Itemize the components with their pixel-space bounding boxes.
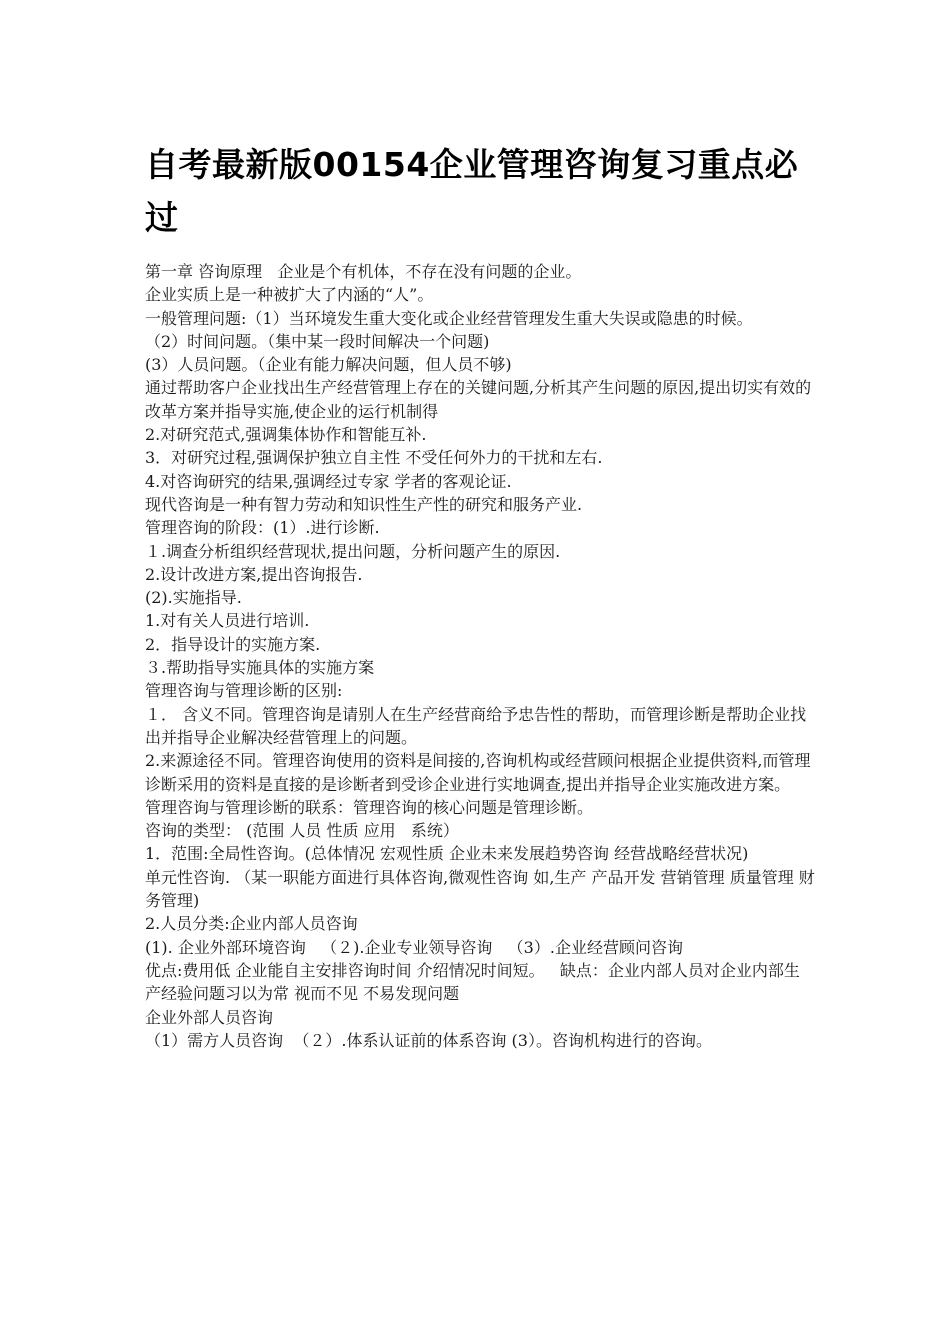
text-line: （2）时间问题。（集中某一段时间解决一个问题) — [145, 331, 490, 351]
document-body — [145, 260, 815, 1052]
text-line: １.调查分析组织经营现状,提出问题，分析问题产生的原因. — [145, 541, 561, 561]
text-line: （1）需方人员咨询 （２）.体系认证前的体系咨询 (3）。咨询机构进行的咨询。 — [145, 1030, 712, 1050]
text-line: 3．对研究过程,强调保护独立自主性 不受任何外力的干扰和左右. — [145, 448, 603, 468]
text-line: 2.对研究范式,强调集体协作和智能互补. — [145, 425, 427, 445]
text-line: 2.来源途径不同。管理咨询使用的资料是间接的,咨询机构或经营顾问根据企业提供资料,而管理诊断采用的资料是直接的是诊断者到受诊企业进行实地调查,提出并指导企业实施改进方案。 — [145, 751, 811, 794]
text-line: 第一章 咨询原理 企业是个有机体，不存在没有问题的企业。 — [145, 262, 582, 281]
text-line: ３.帮助指导实施具体的实施方案 — [145, 658, 375, 678]
text-line: (3）人员问题。（企业有能力解决问题，但人员不够) — [145, 355, 512, 375]
document-page — [145, 0, 815, 1052]
text-line: 企业外部人员咨询 — [145, 1007, 274, 1027]
text-line: 管理咨询与管理诊断的区别: — [145, 681, 343, 701]
text-line: 单元性咨询. （某一职能方面进行具体咨询,微观性咨询 如,生产 产品开发 营销管理 质量管理 财务管理) — [145, 867, 815, 911]
text-line: 管理咨询与管理诊断的联系：管理咨询的核心问题是管理诊断。 — [145, 797, 594, 817]
text-line: 4.对咨询研究的结果,强调经过专家 学者的客观论证. — [145, 471, 512, 491]
document-title: 自考最新版00154企业管理咨询复习重点必过 — [145, 145, 799, 237]
text-line: 优点:费用低 企业能自主安排咨询时间 介绍情况时间短。 缺点：企业内部人员对企业内部生产经验问题习以为常 视而不见 不易发现问题 — [145, 960, 800, 1004]
text-line: 1．范围:全局性咨询。(总体情况 宏观性质 企业未来发展趋势咨询 经营战略经营状况) — [145, 844, 749, 864]
text-line: 管理咨询的阶段：(1）.进行诊断. — [145, 518, 380, 538]
text-line: 咨询的类型： (范围 人员 性质 应用 系统） — [145, 821, 459, 841]
text-line: (1). 企业外部环境咨询 （２).企业专业领导咨询 （3）.企业经营顾问咨询 — [145, 937, 683, 957]
text-line: 2.设计改进方案,提出咨询报告. — [145, 564, 363, 584]
text-line: 通过帮助客户企业找出生产经营管理上存在的关键问题,分析其产生问题的原因,提出切实有效的改革方案并指导实施,使企业的运行机制得 — [145, 378, 812, 421]
text-line: 一般管理问题:（1）当环境发生重大变化或企业经营管理发生重大失误或隐患的时候。 — [145, 308, 753, 328]
text-line: (2).实施指导. — [145, 588, 242, 608]
text-line: 现代咨询是一种有智力劳动和知识性生产性的研究和服务产业. — [145, 494, 583, 514]
text-line: １． 含义不同。管理咨询是请别人在生产经营商给予忠告性的帮助，而管理诊断是帮助企业找出并指导企业解决经营管理上的问题。 — [145, 704, 807, 747]
text-line: 1.对有关人员进行培训. — [145, 611, 310, 631]
text-line: 2.人员分类:企业内部人员咨询 — [145, 914, 358, 934]
text-line: 2．指导设计的实施方案. — [145, 634, 321, 654]
text-line: 企业实质上是一种被扩大了内涵的“人”。 — [145, 285, 434, 305]
